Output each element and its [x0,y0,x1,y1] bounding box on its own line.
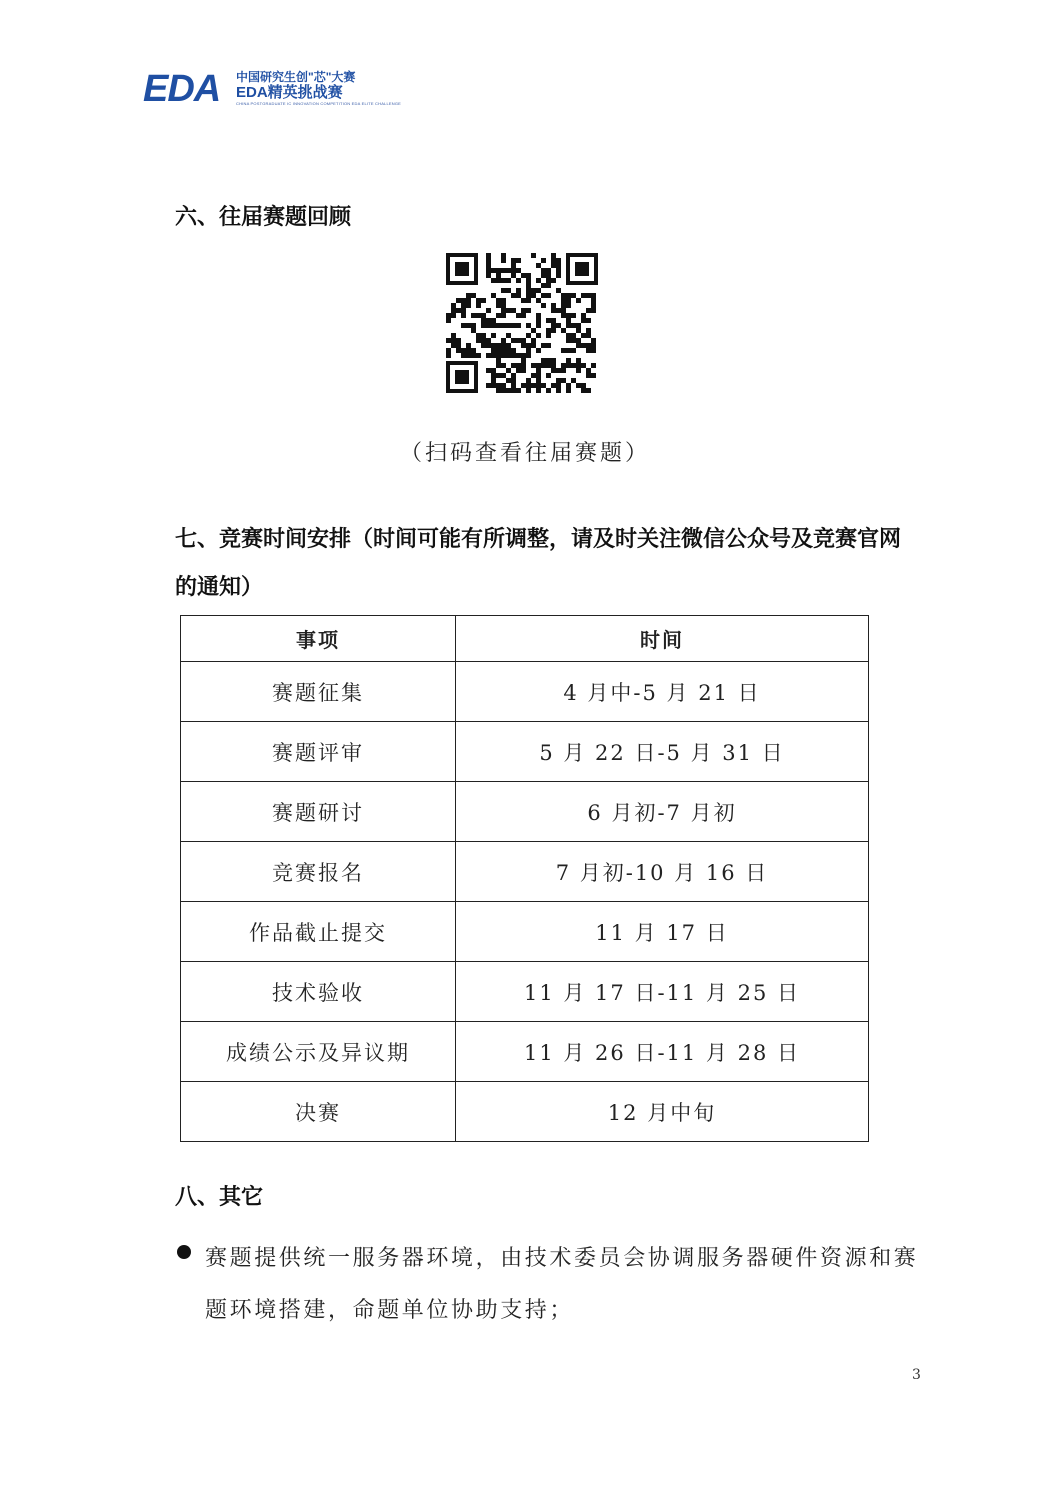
logo-line1: 中国研究生创"芯"大赛 [236,70,356,84]
table-row [181,962,869,1022]
event-cell: 赛题评审 [181,722,456,782]
event-cell: 赛题研讨 [181,782,456,842]
time-cell: 12 月中旬 [456,1082,869,1142]
section6-heading: 六、往届赛题回顾 [175,205,352,230]
qr-caption: （扫码查看往届赛题） [399,441,650,466]
list-item [177,1233,937,1337]
table-row [181,902,869,962]
time-cell: 11 月 17 日 [456,902,869,962]
table-row [181,662,869,722]
table-row [181,722,869,782]
logo-mark: EDA [143,68,221,110]
time-cell: 11 月 17 日-11 月 25 日 [456,962,869,1022]
eda-logo [143,66,402,116]
logo-line2: EDA精英挑战赛 [236,84,343,101]
event-cell: 赛题征集 [181,662,456,722]
time-cell: 6 月初-7 月初 [456,782,869,842]
event-cell: 成绩公示及异议期 [181,1022,456,1082]
time-cell: 11 月 26 日-11 月 28 日 [456,1022,869,1082]
table-header-row [181,616,869,662]
qr-code-icon [446,253,598,393]
table-row [181,1022,869,1082]
table-row [181,782,869,842]
event-cell: 竞赛报名 [181,842,456,902]
time-cell: 4 月中-5 月 21 日 [456,662,869,722]
time-cell: 5 月 22 日-5 月 31 日 [456,722,869,782]
event-cell: 决赛 [181,1082,456,1142]
bullet-icon [177,1245,191,1259]
section7-heading: 七、竞赛时间安排（时间可能有所调整，请及时关注微信公众号及竞赛官网的通知） [175,527,902,600]
logo-text [236,70,401,107]
bullet-text: 赛题提供统一服务器环境，由技术委员会协调服务器硬件资源和赛题环境搭建，命题单位协助支持； [205,1246,919,1323]
table-row [181,1082,869,1142]
logo-line3: CHINA POSTGRADUATE IC INNOVATION COMPETITION EDA ELITE CHALLENGE [236,101,402,106]
table-row [181,842,869,902]
schedule-table [180,615,869,1142]
header-time: 时间 [456,616,869,662]
page-number: 3 [912,1367,921,1383]
event-cell: 作品截止提交 [181,902,456,962]
event-cell: 技术验收 [181,962,456,1022]
header-item: 事项 [181,616,456,662]
time-cell: 7 月初-10 月 16 日 [456,842,869,902]
section8-heading: 八、其它 [175,1185,264,1210]
